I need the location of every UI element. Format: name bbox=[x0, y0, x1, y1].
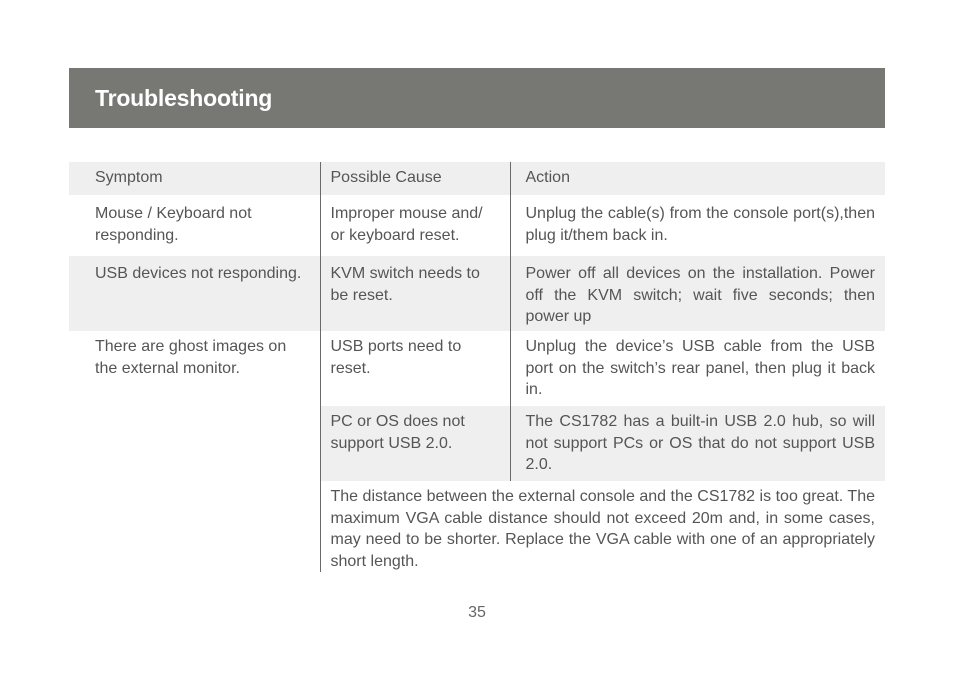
symptom-cell: Mouse / Keyboard not responding. bbox=[95, 205, 252, 244]
header-possible-cause: Possible Cause bbox=[320, 162, 510, 195]
cause-cell: Improper mouse and/ or keyboard reset. bbox=[320, 195, 510, 256]
table-row bbox=[69, 331, 885, 406]
action-cell: Power off all devices on the installation. Power off the KVM switch; wait five seconds; then power up bbox=[510, 256, 885, 331]
troubleshooting-table bbox=[69, 162, 885, 572]
cause-cell: KVM switch needs to be reset. bbox=[320, 256, 510, 331]
symptom-cell: USB devices not responding. bbox=[95, 265, 302, 282]
cause-cell: USB ports need to reset. bbox=[320, 331, 510, 406]
page-number: 35 bbox=[468, 604, 486, 621]
table-row bbox=[69, 256, 885, 331]
section-banner bbox=[69, 68, 885, 128]
action-cell: Unplug the cable(s) from the console port(s),then plug it/them back in. bbox=[510, 195, 885, 256]
table-header-row bbox=[69, 162, 885, 195]
header-symptom: Symptom bbox=[95, 169, 163, 186]
page-title: Troubleshooting bbox=[95, 84, 273, 111]
action-cell: Unplug the device’s USB cable from the USB port on the switch’s rear panel, then plug it back in. bbox=[510, 331, 885, 406]
cause-cell: PC or OS does not support USB 2.0. bbox=[320, 406, 510, 481]
header-action: Action bbox=[510, 162, 885, 195]
action-cell: The CS1782 has a built-in USB 2.0 hub, so will not support PCs or OS that do not support USB 2.0. bbox=[510, 406, 885, 481]
symptom-cell: There are ghost images on the external monitor. bbox=[95, 338, 287, 377]
cause-action-cell: The distance between the external console and the CS1782 is too great. The maximum VGA cable distance should not exceed 20m and, in some cases, may need to be shorter. Replace the VGA cable with one of an appropriately short length. bbox=[320, 481, 885, 572]
table-row bbox=[69, 195, 885, 256]
